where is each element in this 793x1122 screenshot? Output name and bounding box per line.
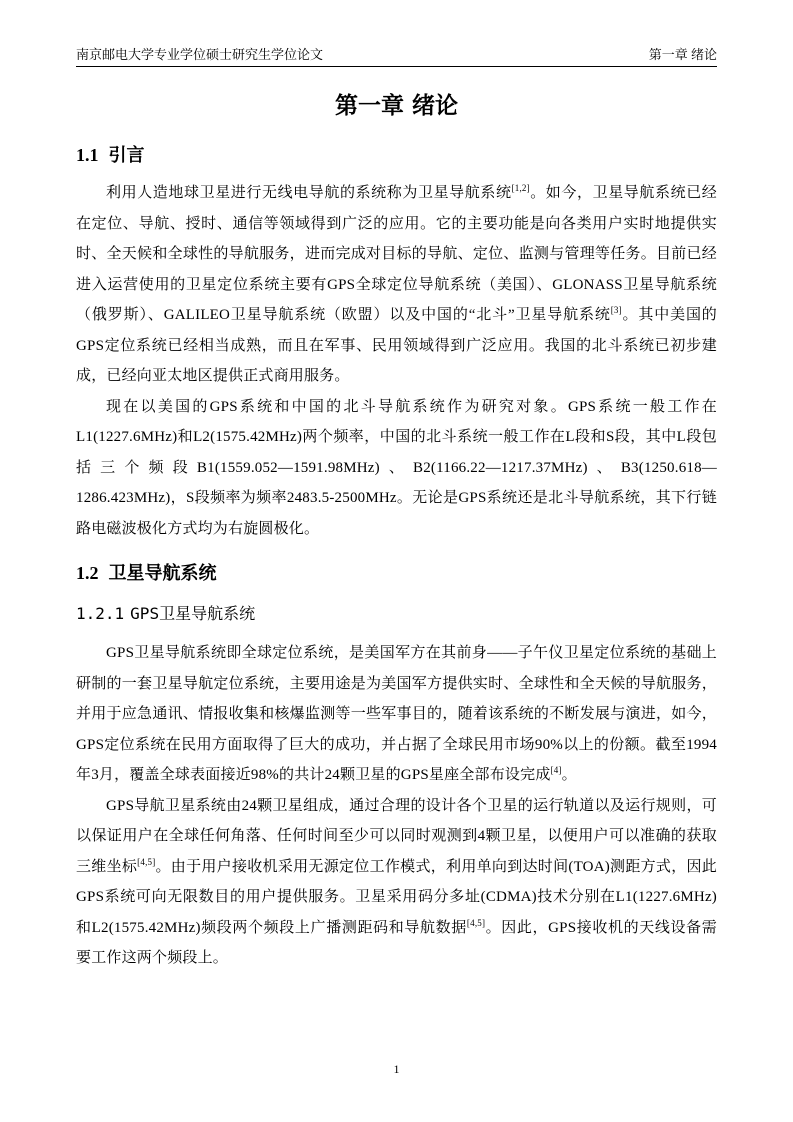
paragraph-text: GPS导航卫星系统由24颗卫星组成，通过合理的设计各个卫星的运行轨道以及运行规则，可以保证用户在全球任何角落、任何时间至少可以同时观测到4颗卫星，以便用户可以准确的获取三维坐标 bbox=[76, 797, 717, 875]
header-rule bbox=[76, 66, 717, 67]
header-chapter-title: 第一章 绪论 bbox=[648, 47, 717, 62]
paragraph-text: 。其中美国的GPS定位系统已经相当成熟，而且在军事、民用领域得到广泛应用。我国的北斗系统已初步建成，已经向亚太地区提供正式商用服务。 bbox=[76, 307, 718, 384]
paragraph-text: 。如今，卫星导航系统已经在定位、导航、授时、通信等领域得到广泛的应用。它的主要功能是向各类用户实时地提供实时、全天候和全球性的导航服务，进而完成对目标的导航、定位、监测与管理等任务。目前已经进入运营使用的卫星定位系统主要有GPS全球定位导航系统（美国）、GLONASS卫星导航系统（俄罗斯）、GALILEO卫星导航系统（欧盟）以及中国的“北斗”卫星导航系统 bbox=[76, 185, 717, 323]
citation: [4,5] bbox=[466, 917, 486, 928]
paragraph-text: 。因此，GPS接收机的天线设备需要工作这两个频段上。 bbox=[76, 919, 717, 966]
citation: [1,2] bbox=[511, 183, 530, 193]
paragraph-intro-2: 现在以美国的GPS系统和中国的北斗导航系统作为研究对象。GPS系统一般工作在L1(1227.6MHz)和L2(1575.42MHz)两个频率，中国的北斗系统一般工作在L段和S段，其中L段包括三个频段B1(1559.052—1591.98MHz)、B2(1166.22—1217.37MHz)、B3(1250.618—1286.423MHz)，S段频率为频率2483.5-2500MHz。无论是GPS系统还是北斗导航系统，其下行链路电磁波极化方式均为右旋圆极化。 bbox=[76, 398, 717, 537]
header-thesis-title: 南京邮电大学专业学位硕士研究生学位论文 bbox=[76, 47, 324, 62]
paragraph-gps-2 bbox=[76, 791, 717, 974]
section-heading-1-2 bbox=[76, 556, 717, 590]
paragraph-text: 。由于用户接收机采用无源定位工作模式，利用单向到达时间(TOA)测距方式，因此GPS系统可向无限数目的用户提供服务。卫星采用码分多址(CDMA)技术分别在L1(1227.6MHz)和L2(1575.42MHz)频段两个频段上广播测距码和导航数据 bbox=[76, 858, 717, 936]
subsection-title: GPS卫星导航系统 bbox=[130, 604, 256, 623]
section-heading-1-1 bbox=[76, 138, 717, 172]
citation: [4] bbox=[550, 765, 562, 775]
citation: [4,5] bbox=[137, 856, 156, 867]
paragraph-intro-1 bbox=[76, 178, 717, 392]
section-number: 1.1 bbox=[76, 145, 99, 165]
section-title: 卫星导航系统 bbox=[108, 563, 217, 583]
paragraph-text: 。 bbox=[561, 767, 577, 783]
page-header bbox=[76, 44, 717, 66]
subsection-heading-1-2-1 bbox=[76, 598, 717, 630]
paragraph-text: GPS卫星导航系统即全球定位系统，是美国军方在其前身——子午仪卫星定位系统的基础上研制的一套卫星导航定位系统，主要用途是为美国军方提供实时、全球性和全天候的导航服务，并用于应急通讯、情报收集和核爆监测等一些军事目的，随着该系统的不断发展与演进，如今，GPS定位系统在民用方面取得了巨大的成功，并占据了全球民用市场90%以上的份额。截至1994年3月，覆盖全球表面接近98%的共计24颗卫星的GPS星座全部布设完成 bbox=[76, 645, 717, 783]
section-number: 1.2 bbox=[76, 563, 99, 583]
page-number: 1 bbox=[393, 1062, 400, 1076]
paragraph-text: 利用人造地球卫星进行无线电导航的系统称为卫星导航系统 bbox=[106, 185, 512, 201]
page-body bbox=[76, 82, 717, 974]
paragraph-gps-1 bbox=[76, 638, 717, 791]
section-title: 引言 bbox=[108, 145, 145, 165]
chapter-title: 第一章 绪论 bbox=[334, 93, 458, 119]
subsection-number: 1.2.1 bbox=[76, 604, 125, 623]
citation: [3] bbox=[610, 305, 622, 315]
